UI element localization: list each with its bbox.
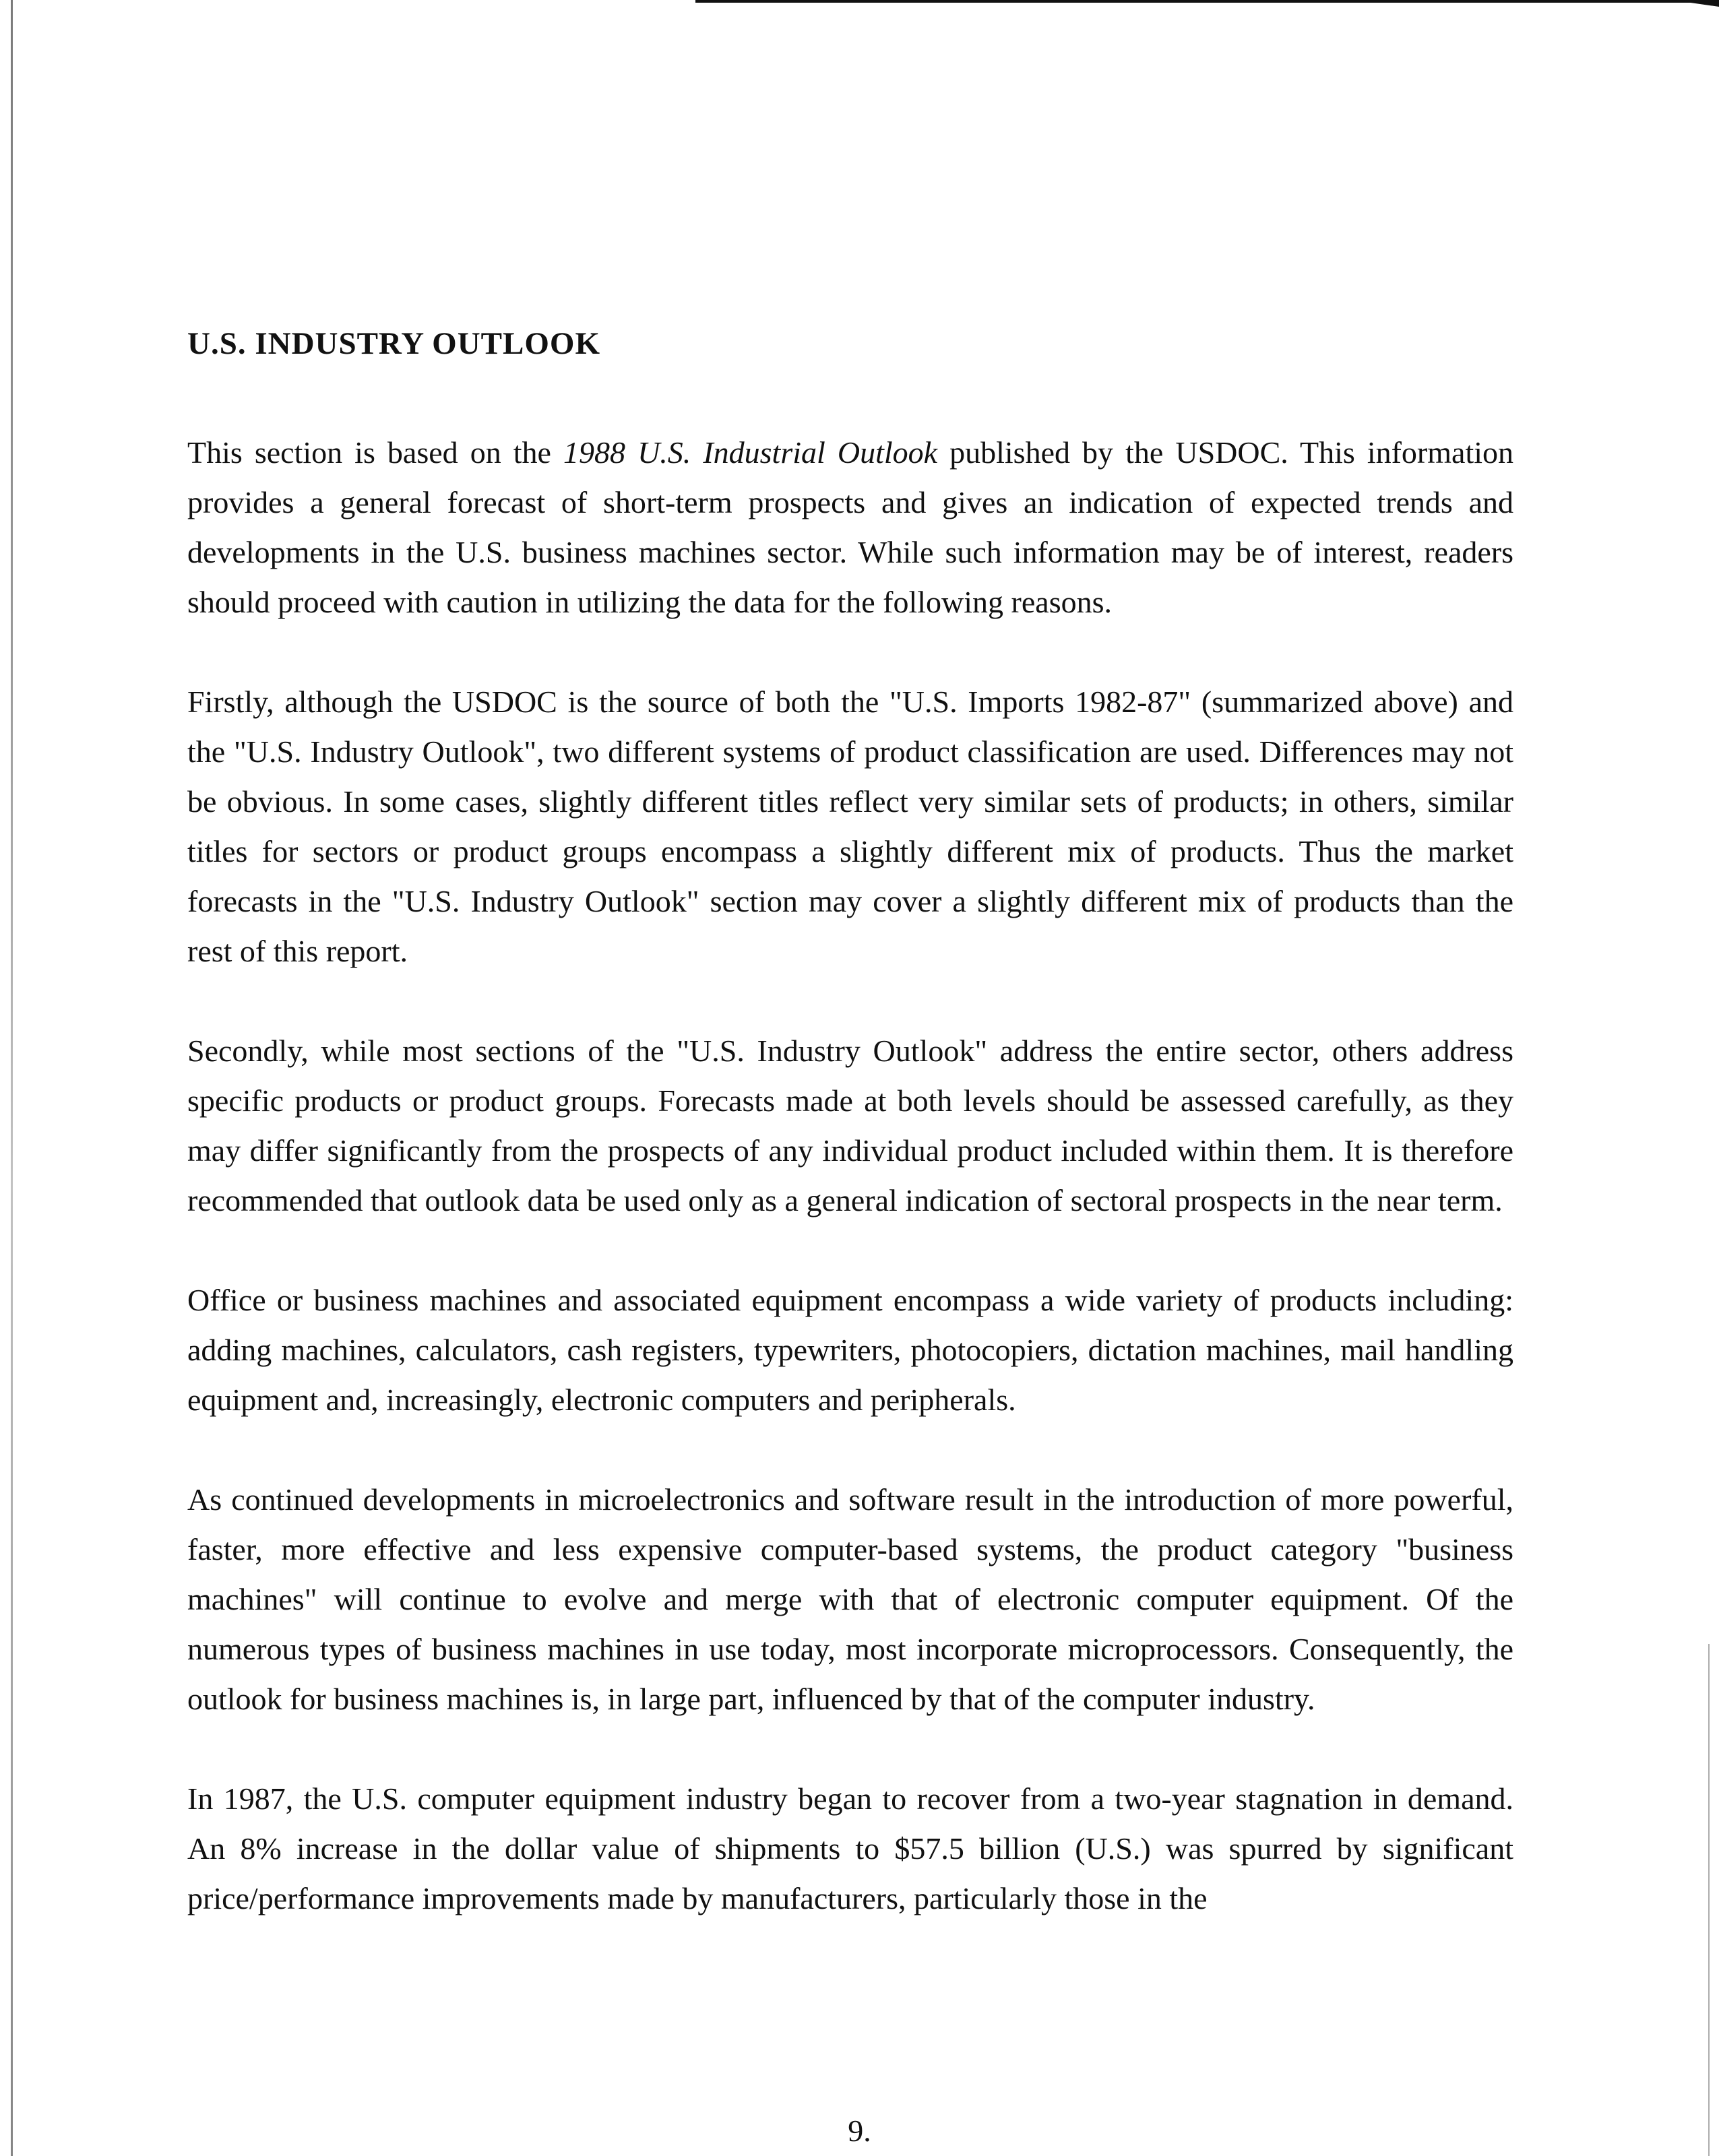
publication-title: 1988 U.S. Industrial Outlook [563, 435, 938, 470]
document-body [187, 323, 1513, 1924]
scan-right-edge [1708, 1644, 1710, 2156]
paragraph-3: Secondly, while most sections of the "U.S. Industry Outlook" address the entire sector, others address specific products or product groups. Forecasts made at both levels should be assessed carefully, as they may differ significantly from the prospects of any individual product included within them. It is therefore recommended that outlook data be used only as a general indication of sectoral prospects in the near term. [187, 1034, 1513, 1217]
scan-top-rule [695, 0, 1719, 3]
scan-top-rule-end [1672, 0, 1719, 7]
paragraph-6: In 1987, the U.S. computer equipment industry began to recover from a two-year stagnation in demand. An 8% increase in the dollar value of shipments to $57.5 billion (U.S.) was spurred by significant price/performance improvements made by manufacturers, particularly those in the [187, 1781, 1513, 1915]
paragraph-2: Firstly, although the USDOC is the source of both the "U.S. Imports 1982-87" (summarized above) and the "U.S. Industry Outlook", two different systems of product classification are used. Differences may not be obvious. In some cases, slightly different titles reflect very similar sets of products; in others, similar titles for sectors or product groups encompass a slightly different mix of products. Thus the market forecasts in the "U.S. Industry Outlook" section may cover a slightly different mix of products than the rest of this report. [187, 685, 1513, 968]
page-number: 9. [848, 2114, 871, 2148]
paragraph-1-after: published by the USDOC. This information provides a general forecast of short-term prospects and gives an indication of expected trends and developments in the U.S. business machines sector. While such information may be of interest, readers should proceed with caution in utilizing the data for the following reasons. [187, 435, 1513, 619]
paragraph-1 [187, 428, 1513, 627]
scan-left-edge [11, 0, 13, 2156]
paragraph-4: Office or business machines and associated equipment encompass a wide variety of products including: adding machines, calculators, cash registers, typewriters, photocopiers, dictation machines, mail handling equipment and, increasingly, electronic computers and peripherals. [187, 1283, 1513, 1417]
section-heading: U.S. INDUSTRY OUTLOOK [187, 326, 601, 361]
paragraph-5: As continued developments in microelectronics and software result in the introduction of more powerful, faster, more effective and less expensive computer-based systems, the product category "business machines" will continue to evolve and merge with that of electronic computer equipment. Of the numerous types of business machines in use today, most incorporate microprocessors. Consequently, the outlook for business machines is, in large part, influenced by that of the computer industry. [187, 1482, 1513, 1716]
paragraph-1-before: This section is based on the [187, 435, 564, 470]
